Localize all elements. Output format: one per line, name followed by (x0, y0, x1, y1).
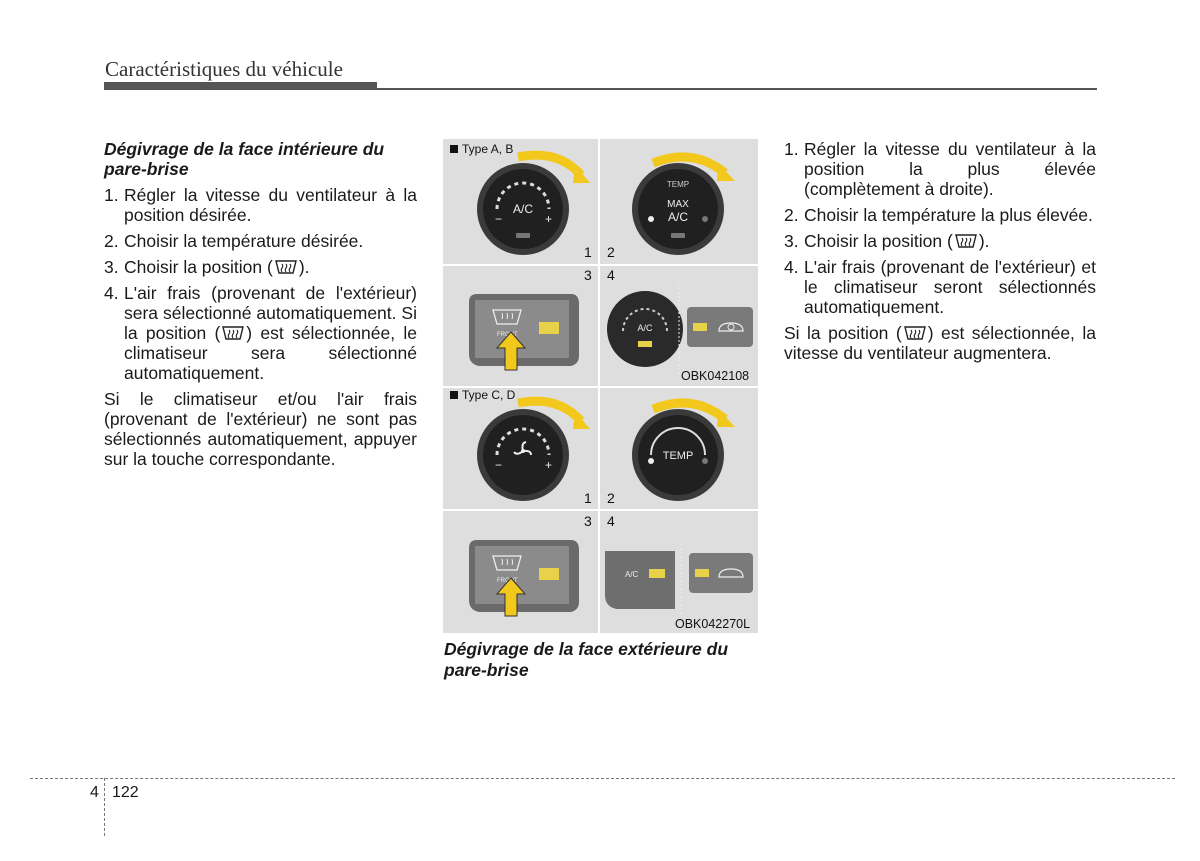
list-item: 3. Choisir la position ( ). (104, 257, 310, 277)
temp-knob-cd (613, 393, 748, 505)
svg-text:FRONT: FRONT (497, 578, 518, 584)
defrost-icon (220, 324, 246, 342)
list-item: 2. Choisir la température la plus élevée. (784, 205, 1093, 225)
svg-text:−: − (495, 212, 503, 226)
svg-text:A/C: A/C (512, 202, 534, 216)
ac-recirc-panel-cd (603, 539, 758, 619)
svg-text:A/C: A/C (625, 570, 639, 579)
header-rule (377, 88, 1097, 90)
defrost-icon (273, 258, 299, 276)
type-label-ab: Type A, B (450, 142, 513, 156)
figure-divider (443, 509, 758, 511)
ac-recirc-panel-ab (603, 279, 758, 379)
type-label-cd: Type C, D (450, 388, 515, 402)
svg-text:FRONT: FRONT (497, 332, 518, 338)
figure-code-bottom: OBK042270L (675, 617, 751, 631)
panel-number: 4 (607, 513, 615, 529)
list-item: 1. Régler la vitesse du ventilateur à la position désirée. (104, 185, 417, 225)
svg-text:TEMP: TEMP (662, 450, 694, 462)
panel-number: 1 (584, 490, 592, 506)
defrost-icon (953, 232, 979, 250)
list-item: 2. Choisir la température désirée. (104, 231, 364, 251)
temp-knob-ab (613, 147, 748, 259)
panel-number: 3 (584, 513, 592, 529)
svg-text:−: − (495, 458, 503, 472)
note-paragraph: Si le climatiseur et/ou l'air frais (provenant de l'extérieur) ne sont pas sélectionnés automatiquement, appuyer sur la touche correspondante. (104, 389, 417, 469)
figure-divider (443, 264, 758, 266)
panel-number: 1 (584, 244, 592, 260)
list-item: 4. L'air frais (provenant de l'extérieur) et le climatiseur seront sélectionnés automatiquement. (784, 257, 1096, 317)
svg-text:+: + (545, 212, 553, 226)
page-header-title: Caractéristiques du véhicule (105, 57, 343, 81)
panel-number: 2 (607, 490, 615, 506)
fan-knob-ab (463, 147, 593, 259)
figure-climate-controls (443, 139, 758, 633)
figure-code-top: OBK042108 (681, 369, 750, 383)
left-column (104, 139, 417, 475)
defrost-icon (902, 324, 928, 342)
footer-rule (30, 778, 1175, 779)
svg-text:A/C: A/C (667, 210, 689, 224)
list-item: 1. Régler la vitesse du ventilateur à la position la plus élevée (complètement à droite). (784, 139, 1096, 199)
svg-text:+: + (545, 458, 553, 472)
front-defrost-button-cd (461, 532, 591, 622)
footer-divider (104, 778, 105, 836)
figure-caption: Dégivrage de la face extérieure du pare-brise (444, 639, 729, 680)
right-column (784, 139, 1096, 369)
panel-number: 4 (607, 267, 615, 283)
note-paragraph: Si la position ( ) est sélectionnée, la vitesse du ventilateur augmentera. (784, 323, 1096, 363)
page-number: 122 (112, 784, 139, 801)
fan-knob-cd (463, 393, 593, 505)
svg-text:MAX: MAX (667, 199, 689, 210)
chapter-number: 4 (90, 784, 99, 801)
panel-number: 2 (607, 244, 615, 260)
header-accent-bar (104, 82, 377, 90)
svg-text:A/C: A/C (637, 323, 653, 333)
list-item: 4. L'air frais (provenant de l'extérieur) sera sélectionné automatiquement. Si la position ( ) est sélectionnée, le climatiseur sera sélectionné automatiquement. (104, 283, 417, 383)
list-item: 3. Choisir la position ( ). (784, 231, 990, 251)
section-heading-interior: Dégivrage de la face intérieure du pare-brise (104, 139, 385, 179)
svg-text:TEMP: TEMP (666, 180, 690, 189)
panel-number: 3 (584, 267, 592, 283)
front-defrost-button-ab (461, 286, 591, 376)
